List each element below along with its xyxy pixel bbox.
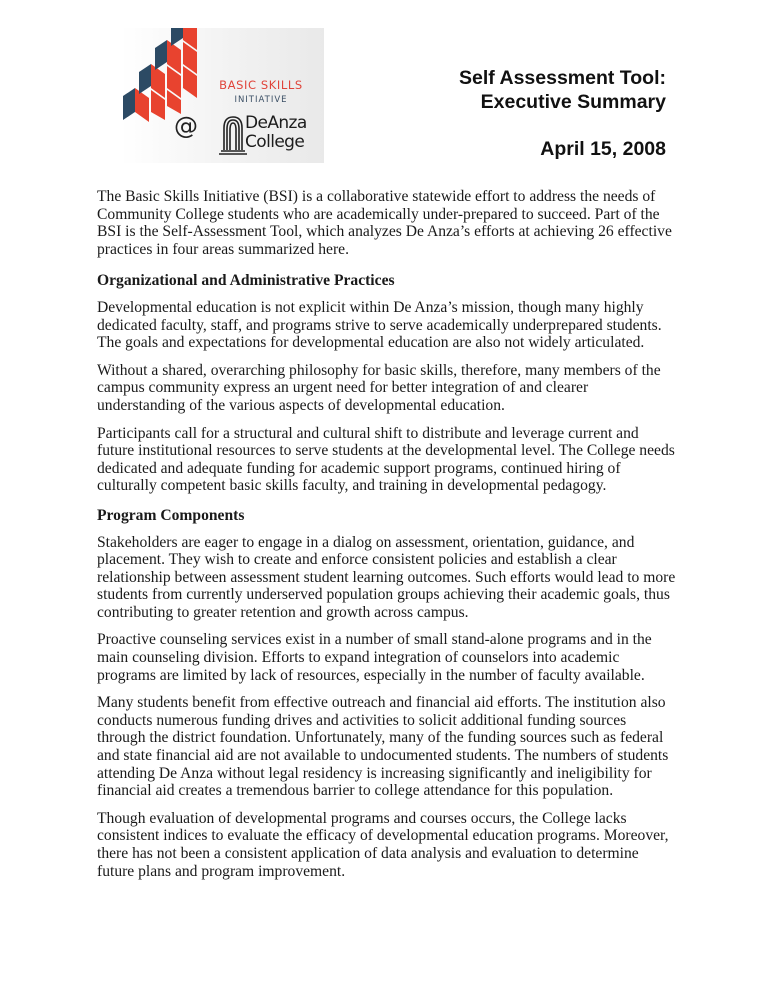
- section-heading-program-components: Program Components: [97, 506, 245, 524]
- paragraph: Many students benefit from effective outreach and financial aid efforts. The institution also conducts numerous funding drives and activities to solicit additional funding sources through the district foundation. Unfortunately, many of the funding sources such as federal and state financial aid are not available to undocumented students. The numbers of students attending De Anza without legal residency is increasing significantly and ineligibility for financial aid creates a tremendous barrier to college attendance for this population.: [97, 694, 669, 800]
- paragraph: Developmental education is not explicit within De Anza’s mission, though many highly dedicated faculty, staff, and programs strive to serve academically underprepared students. The goals and expectations for developmental education are also not widely articulated.: [97, 298, 662, 352]
- document-date: April 15, 2008: [540, 138, 666, 160]
- document-body: [97, 188, 677, 890]
- logo-brand-line2: INITIATIVE: [234, 95, 288, 105]
- logo-college-line2: College: [245, 132, 305, 152]
- logo-college-name: [245, 114, 307, 152]
- logo-college-line1: DeAnza: [245, 113, 307, 133]
- paragraph: Participants call for a structural and cultural shift to distribute and leverage current and future institutional resources to serve students at the developmental level. The College needs dedicated and adequate funding for academic support programs, continued hiring of culturally competent basic skills faculty, and training in developmental pedagogy.: [97, 424, 675, 495]
- title-line1: Self Assessment Tool:: [459, 67, 666, 89]
- paragraph: Proactive counseling services exist in a number of small stand-alone programs and in the main counseling division. Efforts to expand integration of counselors into academic programs are limited by lack of resources, especially in the number of faculty available.: [97, 631, 652, 684]
- logo-brand-line1: BASIC SKILLS: [219, 78, 303, 92]
- de-anza-arch-icon: [219, 117, 247, 154]
- paragraph: Stakeholders are eager to engage in a dialog on assessment, orientation, guidance, and placement. They wish to create and enforce consistent policies and establish a clear relationship between assessment student learning outcomes. Such efforts would lead to more students from currently underserved population groups achieving their academic goals, thus contributing to greater retention and growth across campus.: [97, 533, 676, 621]
- paragraph: Though evaluation of developmental programs and courses occurs, the College lacks consistent indices to evaluate the efficacy of developmental education programs. Moreover, there has not been a consistent application of data analysis and evaluation to determine future plans and program improvement.: [97, 809, 669, 880]
- section-heading-organizational: Organizational and Administrative Practices: [97, 272, 395, 290]
- basic-skills-initiative-logo: [121, 28, 324, 163]
- title-line2: Executive Summary: [480, 91, 666, 113]
- document-title-block: [459, 66, 666, 161]
- intro-paragraph: The Basic Skills Initiative (BSI) is a collaborative statewide effort to address the needs of Community College students who are academically under-prepared to succeed. Part of the BSI is the Self-Assessment Tool, which analyzes De Anza’s efforts at achieving 26 effective practices in four areas summarized here.: [97, 188, 672, 258]
- paragraph: Without a shared, overarching philosophy for basic skills, therefore, many members of the campus community express an urgent need for better integration of and clearer understanding of the various aspects of developmental education.: [97, 361, 661, 414]
- logo-at-symbol: @: [174, 112, 198, 140]
